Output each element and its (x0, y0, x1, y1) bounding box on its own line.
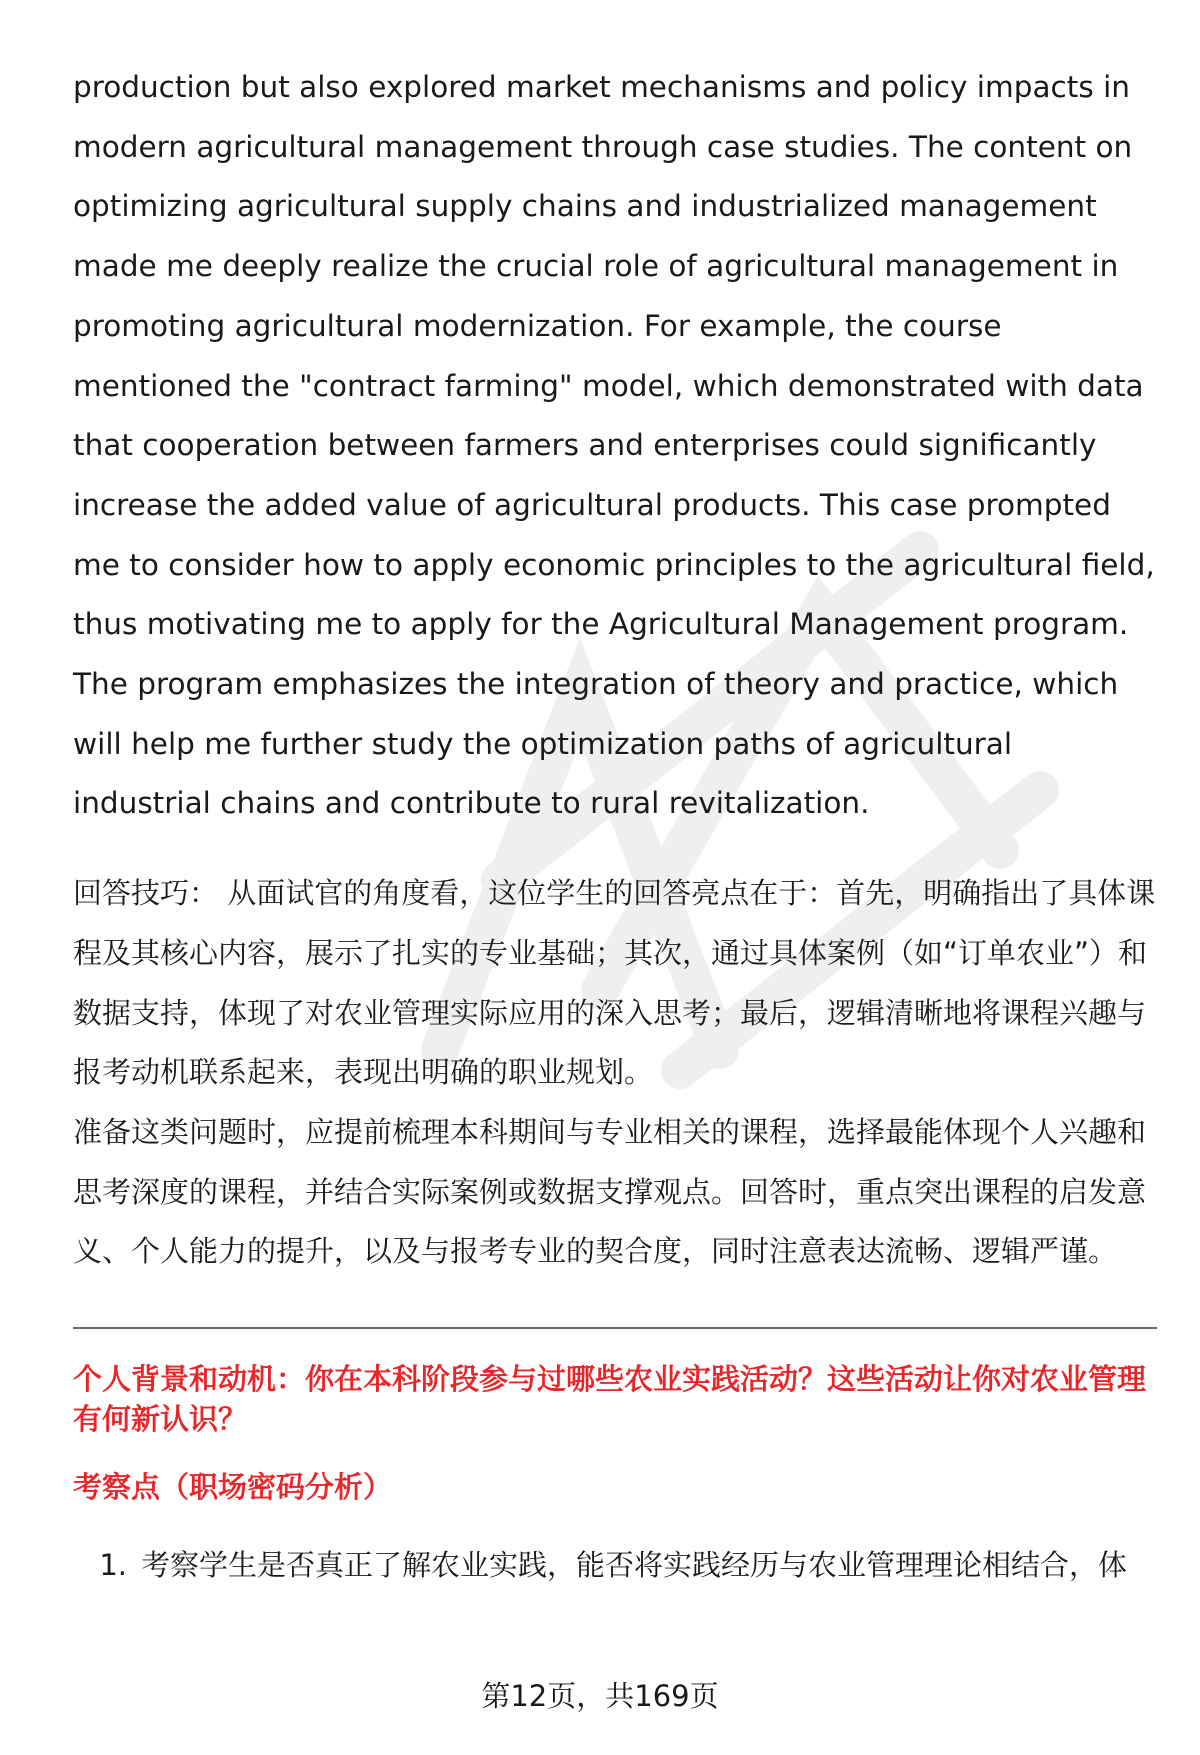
prep-advice-paragraph: 准备这类问题时，应提前梳理本科期间与专业相关的课程，选择最能体现个人兴趣和思考深度的课程，并结合实际案例或数据支撑观点。回答时，重点突出课程的启发意义、个人能力的提升，以及与报考专业的契合度，同时注意表达流畅、逻辑严谨。 (73, 1114, 1147, 1269)
list-item-number: 1. (99, 1547, 127, 1582)
section-divider (73, 1327, 1157, 1329)
english-answer-paragraph: production but also explored market mechanisms and policy impacts in modern agricultural management through case studies. The content on optimizing agricultural supply chains and industrialized management made me deeply realize the crucial role of agricultural management in promoting agricultural modernization. For example, the course mentioned the "contract farming" model, which demonstrated with data that cooperation between farmers and enterprises could significantly increase the added value of agricultural products. This case prompted me to consider how to apply economic principles to the agricultural field, thus motivating me to apply for the Agricultural Management program. The program emphasizes the integration of theory and practice, which will help me further study the optimization paths of agricultural industrial chains and contribute to rural revitalization. (73, 70, 1155, 821)
page-number-footer: 第12页，共169页 (481, 1679, 719, 1713)
assessment-points-title: 考察点（职场密码分析） (73, 1469, 393, 1504)
page-content (73, 58, 1157, 1585)
answer-guidance (73, 864, 1157, 1282)
answer-tips-paragraph: 回答技巧： 从面试官的角度看，这位学生的回答亮点在于：首先，明确指出了具体课程及其核心内容，展示了扎实的专业基础；其次，通过具体案例（如“订单农业”）和数据支持，体现了对农业管理实际应用的深入思考；最后，逻辑清晰地将课程兴趣与报考动机联系起来，表现出明确的职业规划。 (73, 876, 1156, 1090)
list-item-text: 考察学生是否真正了解农业实践，能否将实践经历与农业管理理论相结合，体 (141, 1547, 1128, 1582)
list-item (73, 1545, 1157, 1585)
question-heading: 个人背景和动机：你在本科阶段参与过哪些农业实践活动？这些活动让你对农业管理有何新认识？ (73, 1361, 1147, 1436)
